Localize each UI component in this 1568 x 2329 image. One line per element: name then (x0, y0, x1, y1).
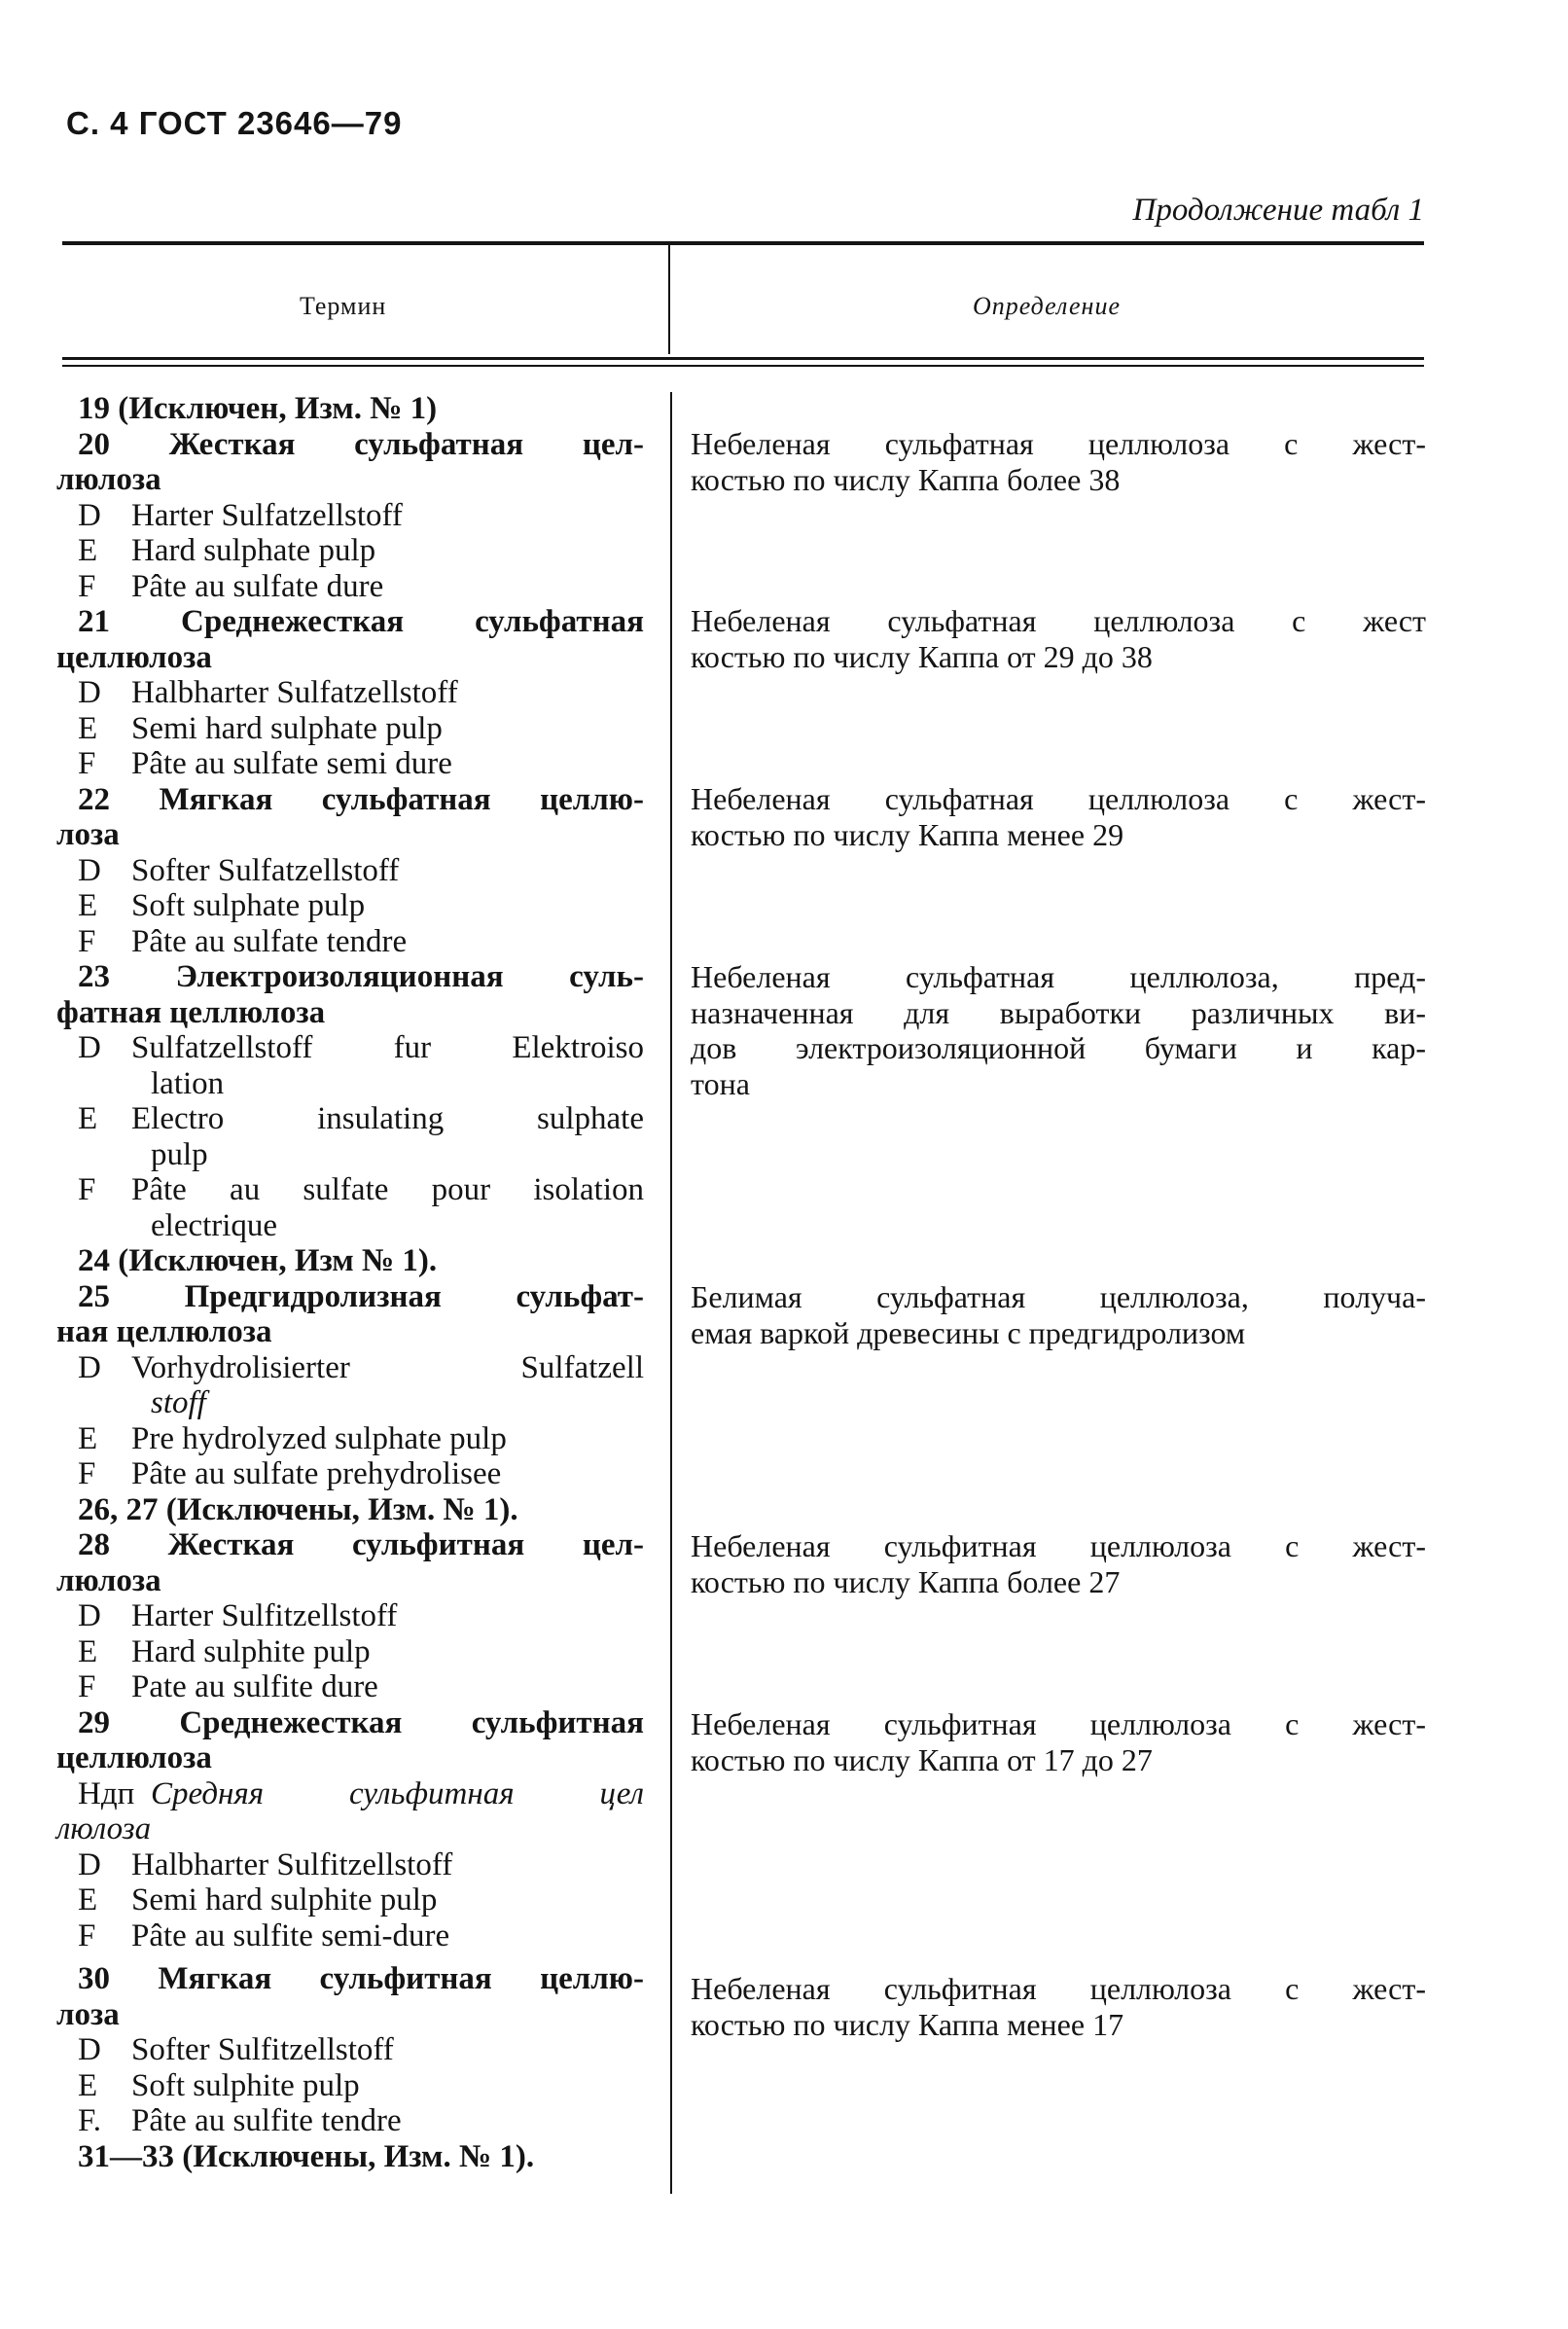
column-header-terms: Термин (300, 292, 387, 320)
term-28-fr: F Pate au sulfite dure (78, 1669, 378, 1704)
table-continuation-label: Продолжение табл 1 (1132, 193, 1424, 228)
term-22-en: E Soft sulphate pulp (78, 888, 366, 923)
term-19: 19 (Исключен, Изм. № 1) (78, 391, 438, 426)
term-22-de: D Softer Sulfatzellstoff (78, 852, 400, 888)
term-23-de: D Sulfatzellstoff fur Elektroiso (78, 1030, 644, 1065)
term-22: 22 Мягкая сульфатная целлю- (78, 781, 644, 817)
term-23-en: E Electro insulating sulphate (78, 1101, 644, 1136)
term-29: 29 Среднежесткая сульфитная (78, 1704, 644, 1740)
term-23-fr: F Pâte au sulfate pour isolation (78, 1172, 644, 1207)
table-top-rule (62, 241, 1424, 245)
term-25-de: D Vorhydrolisierter Sulfatzell (78, 1349, 644, 1385)
term-24: 24 (Исключен, Изм № 1). (78, 1243, 438, 1278)
term-28-en: E Hard sulphite pulp (78, 1633, 371, 1669)
column-header-definition: Определение (973, 292, 1121, 320)
term-21-de: D Halbharter Sulfatzellstoff (78, 675, 458, 710)
term-29-fr: F Pâte au sulfite semi-dure (78, 1917, 450, 1953)
body-column-divider (670, 392, 672, 2194)
term-21-en: E Semi hard sulphate pulp (78, 710, 443, 746)
term-31-33: 31—33 (Исключены, Изм. № 1). (78, 2138, 535, 2174)
page-header: С. 4 ГОСТ 23646—79 (66, 105, 403, 141)
definition-28: Небеленая сульфитная целлюлоза с жест- костью по числу Каппа более 27 (691, 1528, 1426, 1599)
term-20-de: D Harter Sulfatzellstoff (78, 497, 403, 533)
term-28-de: D Harter Sulfitzellstoff (78, 1598, 398, 1633)
term-30-en: E Soft sulphite pulp (78, 2067, 360, 2103)
term-30-de: D Softer Sulfitzellstoff (78, 2032, 394, 2067)
term-21: 21 Среднежесткая сульфатная (78, 604, 644, 639)
term-20-fr: F Pâte au sulfate dure (78, 568, 384, 604)
term-30-fr: F. Pâte au sulfite tendre (78, 2103, 402, 2138)
term-25-en: E Pre hydrolyzed sulphate pulp (78, 1420, 507, 1456)
term-25: 25 Предгидролизная сульфат- (78, 1278, 644, 1314)
terms-column: 19 (Исключен, Изм. № 1) 20 Жесткая сульфатная цел- люлоза D Harter Sulfatzellstoff E Hard sulphate pulp F Pâte au sulfate dure 21 Среднежесткая сульфатная целлюлоза D Halbharter Sulfatzellstoff E Semi hard sulphate pulp F Pâte au sulfate semi dure 22 Мягкая сульфатная целлю- лоза D Softer Sulfatzellstoff E Soft sulphate pulp F Pâte au sulfate tendre 23 Электроизоляционная суль- фатная целлюлоза D Sulfatzellstoff fur Elektroiso lation E Electro insulating sulphate pulp F Pâte au sulfate pour isolation electrique 24 (Исключен, Изм № 1). 25 Предгидролизная сульфат- ная целлюлоза D Vorhydrolisierter Sulfatzell stoff E Pre hydrolyzed sulphate pulp F Pâte au sulfate prehydrolisee 26, 27 (Исключены, Изм. № 1). 28 Жесткая сульфитная цел- люлоза D Harter Sulfitzellstoff E Hard sulphite pulp F Pate au sulfite dure 29 Среднежесткая сульфитная целлюлоза Ндп Средняя сульфитная цел люлоза D Halbharter Sulfitzellstoff E Semi hard sulphite pulp F Pâte au sulfite semi-dure 30 Мягкая сульфитная целлю- лоза D Softer Sulfitzellstoff E Soft sulphite pulp F. Pâte au sulfite tendre 31—33 (Исключены, Изм. № 1). (56, 391, 644, 2174)
definition-23: Небеленая сульфатная целлюлоза, пред- назначенная для выработки различных ви- дов электроизоляционной бумаги и кар- тона (691, 959, 1426, 1101)
definition-30: Небеленая сульфитная целлюлоза с жест- костью по числу Каппа менее 17 (691, 1971, 1426, 2042)
definition-21: Небеленая сульфатная целлюлоза с жест костью по числу Каппа от 29 до 38 (691, 603, 1426, 674)
term-29-not-allowed: Ндп Средняя сульфитная цел (78, 1775, 644, 1811)
definition-20: Небеленая сульфатная целлюлоза с жест- костью по числу Каппа более 38 (691, 426, 1426, 497)
header-bottom-rule (62, 357, 1424, 360)
definition-22: Небеленая сульфатная целлюлоза с жест- костью по числу Каппа менее 29 (691, 781, 1426, 852)
term-20: 20 Жесткая сульфатная цел- (78, 426, 644, 462)
definition-25: Белимая сульфатная целлюлоза, получа- емая варкой древесины с предгидролизом (691, 1279, 1426, 1350)
term-22-fr: F Pâte au sulfate tendre (78, 923, 408, 959)
term-29-en: E Semi hard sulphite pulp (78, 1882, 438, 1917)
header-column-divider (668, 245, 670, 354)
definition-29: Небеленая сульфитная целлюлоза с жест- костью по числу Каппа от 17 до 27 (691, 1706, 1426, 1777)
term-30: 30 Мягкая сульфитная целлю- (78, 1961, 644, 1996)
header-bottom-rule-2 (62, 365, 1424, 367)
term-26-27: 26, 27 (Исключены, Изм. № 1). (78, 1491, 518, 1527)
term-29-de: D Halbharter Sulfitzellstoff (78, 1846, 453, 1882)
term-28: 28 Жесткая сульфитная цел- (78, 1527, 644, 1562)
term-20-en: E Hard sulphate pulp (78, 533, 376, 568)
term-21-fr: F Pâte au sulfate semi dure (78, 746, 452, 781)
term-23: 23 Электроизоляционная суль- (78, 959, 644, 994)
term-25-fr: F Pâte au sulfate prehydrolisee (78, 1456, 502, 1491)
